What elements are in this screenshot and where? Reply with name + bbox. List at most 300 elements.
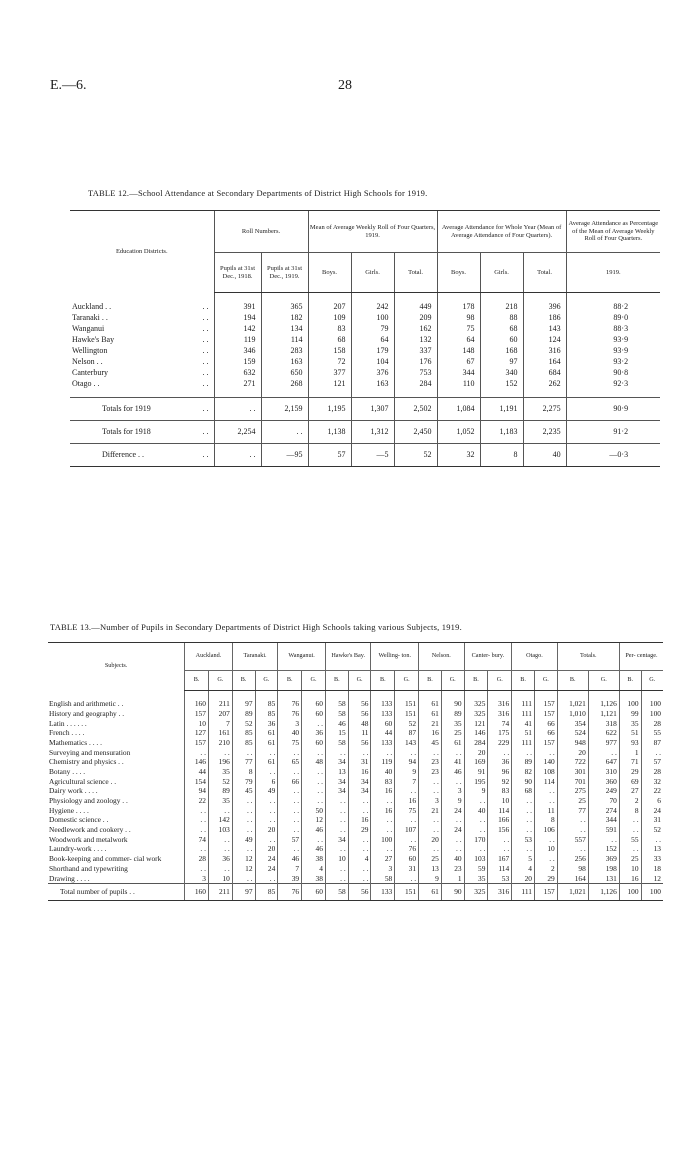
table-row (48, 709, 663, 719)
girls-header: G. (588, 671, 619, 691)
cell: . . (232, 796, 255, 806)
row-dots: . . (202, 334, 209, 344)
cell: 93·9 (566, 334, 660, 345)
cell: 210 (208, 738, 232, 748)
cell: . . (232, 825, 255, 835)
cell: 127 (185, 728, 209, 738)
cell: 10 (488, 796, 512, 806)
cell: 2 (619, 796, 641, 806)
cell: 1,021 (557, 884, 588, 901)
cell: 29 (619, 767, 641, 777)
cell: . . (208, 844, 232, 854)
cell: —0·3 (566, 444, 660, 467)
cell: 40 (523, 444, 566, 467)
cell: 55 (641, 728, 663, 738)
cell: 316 (488, 699, 512, 709)
cell: 97 (232, 884, 255, 901)
cell: 35 (441, 718, 464, 728)
cell: 91·2 (566, 421, 660, 444)
table-row (48, 854, 663, 864)
cell: 164 (557, 873, 588, 883)
cell: 4 (512, 864, 535, 874)
subject-name: Agricultural science . . (49, 776, 117, 786)
cell: . . (278, 786, 302, 796)
cell: 650 (261, 367, 308, 378)
cell: 89·0 (566, 312, 660, 323)
cell: —5 (351, 444, 394, 467)
subject-name: Latin . . . . . . (49, 718, 87, 728)
cell: 1,052 (437, 421, 480, 444)
cell: 35 (464, 873, 488, 883)
cell: 45 (419, 738, 442, 748)
cell: 121 (308, 378, 351, 389)
cell: . . (619, 844, 641, 854)
cell: . . (419, 786, 442, 796)
cell: 61 (441, 738, 464, 748)
cell: 301 (557, 767, 588, 777)
table-row (48, 747, 663, 757)
cell: 111 (512, 699, 535, 709)
cell: 6 (255, 777, 278, 787)
cell: . . (441, 747, 464, 757)
cell: 337 (394, 345, 437, 356)
cell: 36 (488, 757, 512, 767)
cell: . . (185, 806, 209, 816)
cell: 40 (441, 854, 464, 864)
cell: 28 (185, 854, 209, 864)
table-row (48, 738, 663, 748)
cell: 46 (325, 718, 348, 728)
subject-name: Hygiene . . . . (49, 805, 89, 815)
district-name: Nelson . . (72, 356, 103, 366)
cell: 21 (419, 718, 442, 728)
cell: . . (302, 835, 326, 845)
table-row (48, 699, 663, 709)
roll-girls-header: Girls. (351, 253, 394, 293)
cell: 92·3 (566, 378, 660, 389)
cell: 35 (619, 718, 641, 728)
cell: 310 (588, 767, 619, 777)
cell: 9 (419, 873, 442, 883)
cell: 10 (325, 854, 348, 864)
cell: . . (185, 825, 209, 835)
cell: 179 (351, 345, 394, 356)
cell: 275 (557, 786, 588, 796)
cell: . . (348, 796, 371, 806)
cell: 22 (185, 796, 209, 806)
cell: 133 (371, 709, 395, 719)
cell: 160 (185, 884, 209, 901)
cell: 46 (278, 854, 302, 864)
cell: 75 (278, 738, 302, 748)
cell: 46 (441, 767, 464, 777)
boys-header: B. (185, 671, 209, 691)
cell: 195 (464, 777, 488, 787)
cell: 354 (557, 718, 588, 728)
cell: 56 (348, 709, 371, 719)
cell: 133 (371, 738, 395, 748)
cell: 9 (464, 786, 488, 796)
cell: . . (185, 815, 209, 825)
cell: 34 (325, 777, 348, 787)
cell: 9 (441, 796, 464, 806)
cell: 16 (619, 873, 641, 883)
cell: . . (325, 747, 348, 757)
cell: 753 (394, 367, 437, 378)
cell: . . (261, 421, 308, 444)
cell: . . (371, 747, 395, 757)
cell: 53 (512, 835, 535, 845)
boys-header: B. (464, 671, 488, 691)
cell: 1 (619, 747, 641, 757)
cell: 316 (488, 884, 512, 901)
cell: 274 (588, 806, 619, 816)
cell: 70 (588, 796, 619, 806)
subject-name: Botany . . . . (49, 766, 86, 776)
district-name: Canterbury (72, 367, 108, 377)
cell: . . (395, 747, 419, 757)
cell: 325 (464, 699, 488, 709)
cell: 211 (208, 884, 232, 901)
cell: 111 (512, 884, 535, 901)
cell: 68 (480, 323, 523, 334)
cell: 12 (232, 854, 255, 864)
row-dots: . . (202, 323, 209, 333)
girls-header: G. (348, 671, 371, 691)
cell: 92 (488, 777, 512, 787)
table12-caption: TABLE 12.—School Attendance at Secondary Departments of District High Schools for 1919. (88, 188, 428, 198)
cell: 1,010 (557, 709, 588, 719)
cell: . . (302, 786, 326, 796)
cell: . . (419, 777, 442, 787)
cell: 27 (619, 786, 641, 796)
cell: 134 (261, 323, 308, 334)
cell: 88 (480, 312, 523, 323)
table-row (48, 728, 663, 738)
cell: 12 (302, 815, 326, 825)
cell: 56 (348, 738, 371, 748)
cell: 8 (480, 444, 523, 467)
cell: 35 (208, 796, 232, 806)
percentage-header: Per- centage. (619, 643, 663, 671)
cell: 55 (619, 835, 641, 845)
cell: 60 (302, 709, 326, 719)
cell: . . (534, 835, 557, 845)
cell: 61 (255, 757, 278, 767)
cell: . . (348, 806, 371, 816)
cell: . . (464, 844, 488, 854)
cell: 22 (641, 786, 663, 796)
cell: 6 (641, 796, 663, 806)
cell: 58 (325, 738, 348, 748)
cell: 2,235 (523, 421, 566, 444)
cell: 76 (395, 844, 419, 854)
table-row (48, 815, 663, 825)
document-code: E.—6. (50, 78, 87, 93)
cell: 93 (619, 738, 641, 748)
cell: 344 (437, 367, 480, 378)
cell: 20 (512, 873, 535, 883)
cell: 169 (464, 757, 488, 767)
cell: 13 (419, 864, 442, 874)
cell: 11 (534, 806, 557, 816)
cell: 110 (437, 378, 480, 389)
cell: . . (348, 844, 371, 854)
cell: 100 (641, 699, 663, 709)
cell: 60 (395, 854, 419, 864)
cell: 40 (464, 806, 488, 816)
boys-header: B. (278, 671, 302, 691)
cell: 360 (588, 777, 619, 787)
girls-header: G. (208, 671, 232, 691)
cell: . . (214, 444, 261, 467)
cell: 8 (619, 806, 641, 816)
cell: . . (208, 806, 232, 816)
cell: 98 (437, 312, 480, 323)
cell: . . (348, 873, 371, 883)
cell: . . (619, 825, 641, 835)
cell: 20 (419, 835, 442, 845)
cell: 229 (488, 738, 512, 748)
cell: 82 (512, 767, 535, 777)
cell: 48 (348, 718, 371, 728)
cell: 391 (214, 301, 261, 312)
cell: . . (534, 796, 557, 806)
row-dots: . . (186, 398, 214, 421)
cell: 156 (488, 825, 512, 835)
cell: . . (395, 786, 419, 796)
cell: 182 (261, 312, 308, 323)
cell: 158 (308, 345, 351, 356)
cell: . . (419, 815, 442, 825)
cell: 722 (557, 757, 588, 767)
cell: 176 (394, 356, 437, 367)
cell: 157 (534, 699, 557, 709)
cell: 207 (208, 709, 232, 719)
cell: . . (395, 835, 419, 845)
cell: 66 (534, 718, 557, 728)
cell: 318 (588, 718, 619, 728)
cell: 160 (185, 699, 209, 709)
cell: 106 (534, 825, 557, 835)
cell: 1,183 (480, 421, 523, 444)
cell: . . (325, 806, 348, 816)
cell: 283 (261, 345, 308, 356)
cell: 36 (302, 728, 326, 738)
table-row (48, 806, 663, 816)
cell: 16 (348, 815, 371, 825)
cell: 49 (255, 786, 278, 796)
cell: 119 (371, 757, 395, 767)
cell: . . (208, 747, 232, 757)
girls-header: G. (441, 671, 464, 691)
cell: 83 (488, 786, 512, 796)
cell: . . (371, 844, 395, 854)
cell: . . (512, 815, 535, 825)
cell: 40 (278, 728, 302, 738)
cell: 20 (557, 747, 588, 757)
cell: 114 (488, 806, 512, 816)
district-header-otago: Otago. (512, 643, 558, 671)
cell: . . (255, 835, 278, 845)
cell: . . (302, 796, 326, 806)
difference-row (70, 444, 660, 467)
cell: . . (534, 747, 557, 757)
district-header-hawkes-bay: Hawke's Bay. (325, 643, 371, 671)
pupils-1918-header: Pupils at 31st Dec., 1918. (214, 253, 261, 293)
cell: 114 (534, 777, 557, 787)
cell: 23 (441, 864, 464, 874)
table13-caption: TABLE 13.—Number of Pupils in Secondary Departments of District High Schools taking various Subjects, 1919. (50, 622, 462, 632)
cell: 133 (371, 699, 395, 709)
cell: 34 (325, 835, 348, 845)
cell: 24 (255, 854, 278, 864)
cell: 2,159 (261, 398, 308, 421)
cell: 591 (588, 825, 619, 835)
table-row (70, 378, 660, 389)
cell: 28 (641, 718, 663, 728)
cell: . . (512, 825, 535, 835)
cell: 64 (437, 334, 480, 345)
cell: 209 (394, 312, 437, 323)
cell: 10 (185, 718, 209, 728)
roll-total-header: Total. (394, 253, 437, 293)
district-name: Hawke's Bay (72, 334, 115, 344)
cell: . . (641, 747, 663, 757)
cell: 45 (232, 786, 255, 796)
cell: 1,195 (308, 398, 351, 421)
cell: 51 (512, 728, 535, 738)
cell: . . (441, 844, 464, 854)
cell: 50 (302, 806, 326, 816)
cell: 89 (512, 757, 535, 767)
cell: 49 (232, 835, 255, 845)
cell: 88·2 (566, 301, 660, 312)
cell: . . (325, 864, 348, 874)
cell: . . (588, 835, 619, 845)
subject-name: Shorthand and typewriting (49, 863, 128, 873)
cell: . . (325, 815, 348, 825)
attendance-girls-header: Girls. (480, 253, 523, 293)
totals-row (70, 421, 660, 444)
cell: 2,254 (214, 421, 261, 444)
cell: 143 (523, 323, 566, 334)
district-header-nelson: Nelson. (419, 643, 465, 671)
cell: 377 (308, 367, 351, 378)
cell: 90 (512, 777, 535, 787)
cell: 163 (261, 356, 308, 367)
cell: 68 (308, 334, 351, 345)
cell: . . (441, 777, 464, 787)
cell: 977 (588, 738, 619, 748)
cell: 369 (588, 854, 619, 864)
cell: 85 (232, 738, 255, 748)
cell: 60 (302, 884, 326, 901)
cell: 3 (419, 796, 442, 806)
cell: 124 (523, 334, 566, 345)
total-pupils-row (48, 884, 663, 901)
cell: 344 (588, 815, 619, 825)
cell: 154 (185, 777, 209, 787)
row-dots: . . (186, 421, 214, 444)
total-pupils-label: Total number of pupils . . (48, 884, 185, 901)
cell: . . (557, 844, 588, 854)
cell: 186 (523, 312, 566, 323)
cell: 61 (255, 728, 278, 738)
cell: . . (214, 398, 261, 421)
cell: 66 (278, 777, 302, 787)
cell: . . (371, 815, 395, 825)
cell: . . (557, 815, 588, 825)
cell: 28 (641, 767, 663, 777)
cell: 108 (534, 767, 557, 777)
cell: 284 (394, 378, 437, 389)
cell: 376 (351, 367, 394, 378)
cell: . . (302, 777, 326, 787)
cell: 25 (419, 854, 442, 864)
cell: 121 (464, 718, 488, 728)
cell: 16 (348, 767, 371, 777)
cell: 211 (208, 699, 232, 709)
cell: 52 (208, 777, 232, 787)
table-row (48, 835, 663, 845)
cell: . . (325, 873, 348, 883)
cell: 76 (278, 884, 302, 901)
cell: 41 (441, 757, 464, 767)
cell: 25 (441, 728, 464, 738)
cell: 40 (371, 767, 395, 777)
cell: 100 (619, 884, 641, 901)
table-row (70, 356, 660, 367)
cell: 152 (480, 378, 523, 389)
cell: 249 (588, 786, 619, 796)
cell: 1,084 (437, 398, 480, 421)
cell: . . (232, 815, 255, 825)
girls-header: G. (534, 671, 557, 691)
cell: 3 (185, 873, 209, 883)
cell: 61 (255, 738, 278, 748)
cell: 284 (464, 738, 488, 748)
cell: . . (419, 844, 442, 854)
cell: 32 (641, 777, 663, 787)
cell: 85 (255, 699, 278, 709)
subject-name: Drawing . . . . (49, 873, 90, 883)
cell: 38 (302, 873, 326, 883)
cell: . . (512, 796, 535, 806)
cell: 12 (232, 864, 255, 874)
cell: 24 (441, 806, 464, 816)
cell: 58 (371, 873, 395, 883)
row-dots: . . (202, 356, 209, 366)
cell: 107 (395, 825, 419, 835)
cell: 85 (255, 884, 278, 901)
cell: 146 (185, 757, 209, 767)
cell: 170 (464, 835, 488, 845)
cell: . . (512, 747, 535, 757)
cell: 41 (512, 718, 535, 728)
cell: . . (512, 844, 535, 854)
cell: 46 (302, 825, 326, 835)
cell: 57 (641, 757, 663, 767)
cell: 111 (512, 709, 535, 719)
cell: 10 (619, 864, 641, 874)
cell: 104 (351, 356, 394, 367)
district-header-auckland: Auckland. (185, 643, 233, 671)
cell: . . (395, 873, 419, 883)
cell: 198 (588, 864, 619, 874)
cell: 66 (534, 728, 557, 738)
mean-roll-header: Mean of Average Weekly Roll of Four Quarters, 1919. (308, 211, 437, 253)
